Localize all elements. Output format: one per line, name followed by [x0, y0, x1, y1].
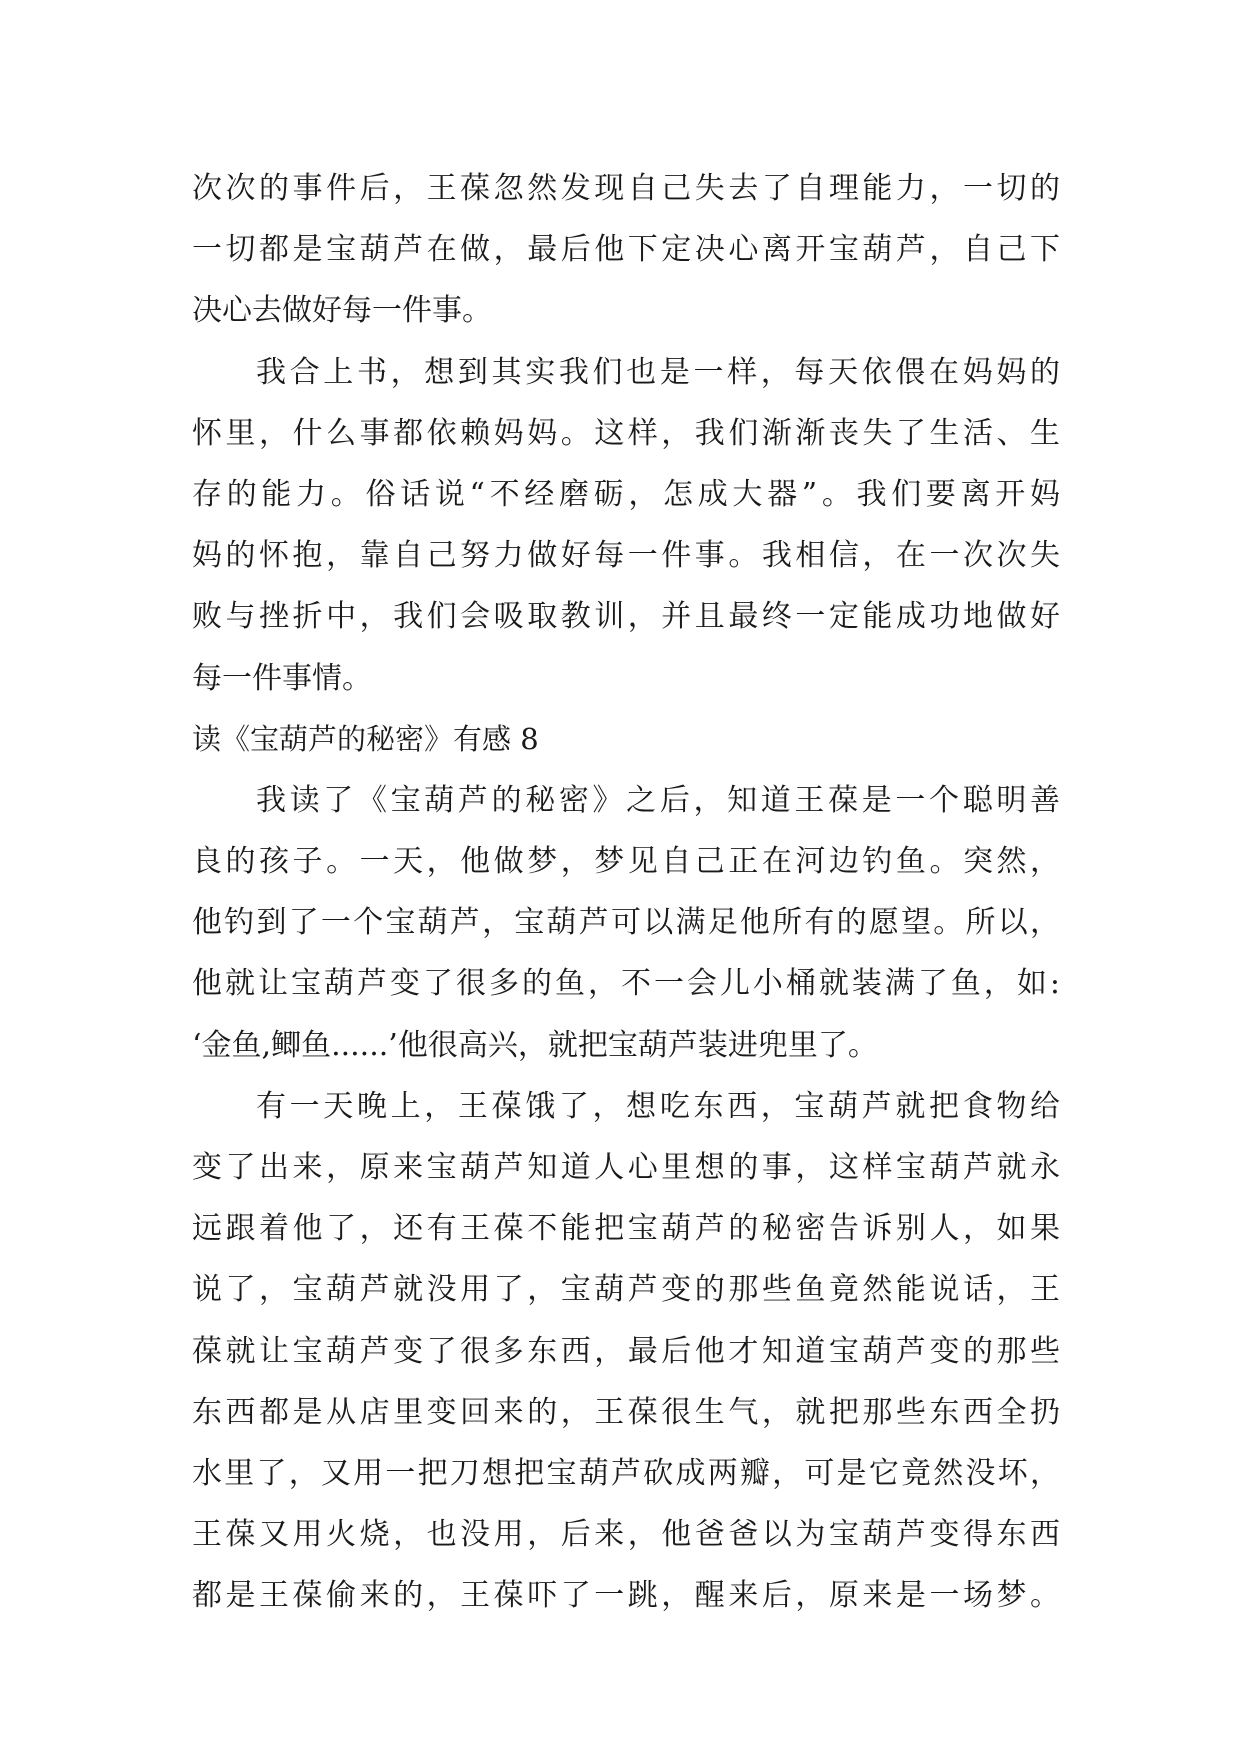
document-body — [192, 158, 1060, 1627]
paragraph-line: 有一天晚上，王葆饿了，想吃东西，宝葫芦就把食物给 — [256, 1088, 1060, 1124]
paragraph-line: 决心去做好每一件事。 — [192, 293, 492, 329]
paragraph-line: 远跟着他了，还有王葆不能把宝葫芦的秘密告诉别人，如果 — [192, 1211, 1060, 1247]
paragraph-line: 他钓到了一个宝葫芦，宝葫芦可以满足他所有的愿望。所以， — [192, 905, 1060, 941]
paragraph-line: 我合上书，想到其实我们也是一样，每天依偎在妈妈的 — [256, 354, 1060, 390]
paragraph-line: ‘金鱼,鲫鱼......’他很高兴，就把宝葫芦装进兜里了。 — [192, 1027, 878, 1063]
paragraph-line: 次次的事件后，王葆忽然发现自己失去了自理能力，一切的 — [192, 171, 1060, 206]
paragraph-line: 良的孩子。一天，他做梦，梦见自己正在河边钓鱼。突然， — [192, 844, 1060, 880]
paragraph-line: 变了出来，原来宝葫芦知道人心里想的事，这样宝葫芦就永 — [192, 1150, 1060, 1185]
paragraph-line: 妈的怀抱，靠自己努力做好每一件事。我相信，在一次次失 — [192, 538, 1060, 574]
paragraph-line: 东西都是从店里变回来的，王葆很生气，就把那些东西全扔 — [192, 1394, 1060, 1430]
paragraph-line: 说了，宝葫芦就没用了，宝葫芦变的那些鱼竟然能说话，王 — [192, 1272, 1060, 1308]
paragraph-line: 王葆又用火烧，也没用，后来，他爸爸以为宝葫芦变得东西 — [192, 1517, 1060, 1553]
paragraph-line: 怀里，什么事都依赖妈妈。这样，我们渐渐丧失了生活、生 — [192, 415, 1060, 451]
paragraph-line: 我读了《宝葫芦的秘密》之后，知道王葆是一个聪明善 — [256, 782, 1060, 818]
paragraph-line: 败与挫折中，我们会吸取教训，并且最终一定能成功地做好 — [192, 599, 1060, 635]
section-heading: 读《宝葫芦的秘密》有感 8 — [192, 721, 539, 756]
paragraph-line: 都是王葆偷来的，王葆吓了一跳，醒来后，原来是一场梦。 — [192, 1578, 1060, 1614]
paragraph-line: 每一件事情。 — [192, 660, 372, 696]
paragraph-line: 存的能力。俗话说“不经磨砺，怎成大器”。我们要离开妈 — [192, 476, 1060, 512]
paragraph-line: 他就让宝葫芦变了很多的鱼，不一会儿小桶就装满了鱼，如: — [192, 966, 1060, 1002]
paragraph-line: 葆就让宝葫芦变了很多东西，最后他才知道宝葫芦变的那些 — [192, 1333, 1060, 1369]
paragraph-line: 一切都是宝葫芦在做，最后他下定决心离开宝葫芦，自己下 — [192, 232, 1060, 268]
paragraph-line: 水里了，又用一把刀想把宝葫芦砍成两瓣，可是它竟然没坏， — [192, 1455, 1060, 1491]
